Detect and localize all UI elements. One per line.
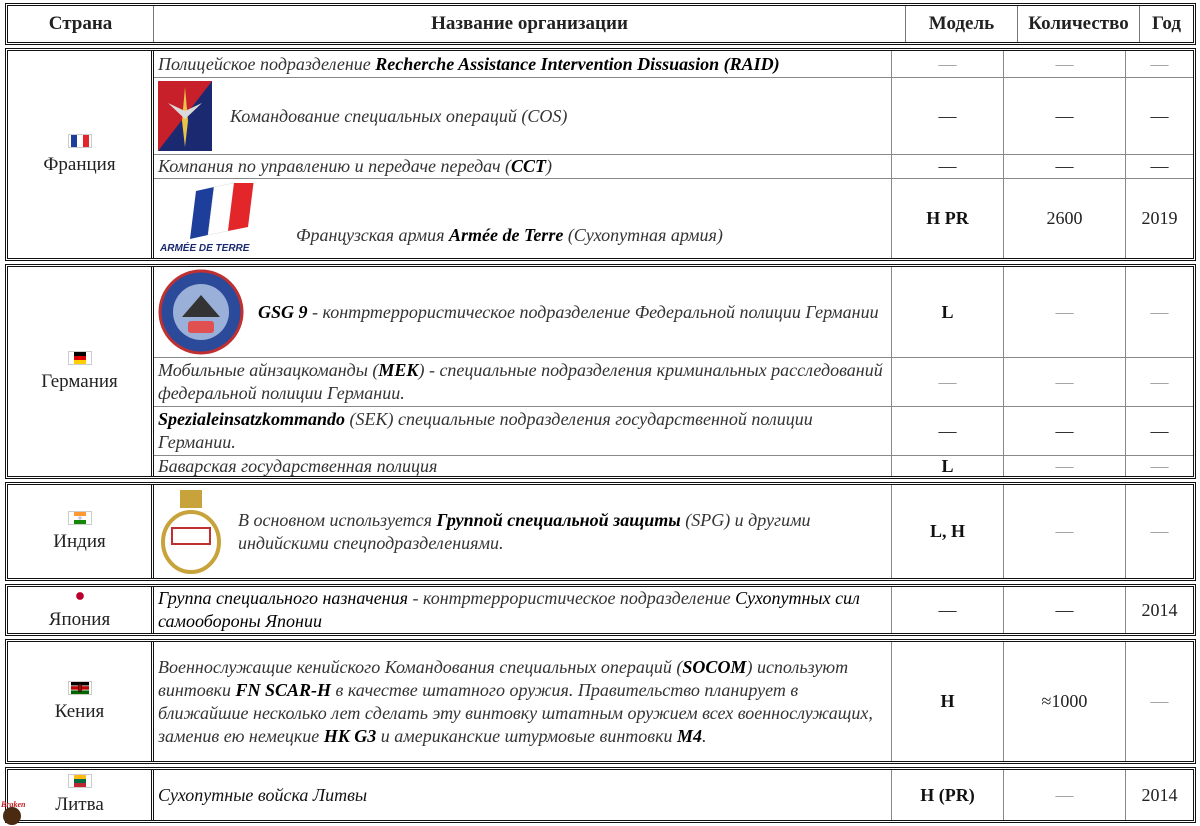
year-value: 2014 [1141,599,1178,620]
lithuania-flag-icon [68,774,92,788]
model-value: — [938,599,957,620]
group-india [5,482,1196,581]
table-row [154,51,1193,78]
kenya-flag-icon [68,681,92,695]
spg-emblem-icon [158,488,224,576]
group-germany [5,264,1196,479]
country-name: Индия [53,530,106,552]
germany-flag-icon [68,351,92,365]
org-cell [154,358,892,406]
table-row [154,642,1193,761]
model-value: L [941,301,954,322]
qty-value: — [1055,784,1074,805]
year-value: — [1150,420,1169,441]
qty-value: — [1055,371,1074,392]
model-value: — [938,105,957,126]
org-text-4: и американские штурмовые винтовки [376,725,678,746]
year-value: — [1150,53,1169,74]
year-value: — [1150,455,1169,476]
org-text: Компания по управлению и передаче передач ( [158,156,512,176]
model-value: — [938,53,957,74]
france-flag-icon [68,134,92,148]
country-name: Литва [55,794,104,815]
org-text-post: (SPG) и другими индийскими спецподразделениями. [238,509,811,553]
india-flag-icon [68,511,92,525]
org-text-3: в качестве штатного оружия. Правительство планирует в ближайшие несколько лет сделать эту винтовку штатным оружием всех военнослужащих, заменив ею немецкие [158,679,873,746]
org-text: - контртеррористическое подразделение Федеральной полиции Германии [307,301,879,322]
org-cell [154,267,892,357]
year-value: — [1150,521,1169,541]
org-text: Мобильные айнзацкоманды ( [158,360,379,380]
year-value: — [1150,371,1169,392]
country-name: Франция [43,153,116,175]
qty-value: — [1055,301,1074,322]
org-text-2: ) используют винтовки [158,656,849,700]
country-france [8,51,154,258]
table-row [154,358,1193,407]
org-cell [154,770,892,820]
table-row [154,587,1193,633]
org-name: GSG 9 [258,301,308,322]
table-row [154,155,1193,179]
org-text-5: . [702,725,707,746]
org-name: CCT [511,156,547,176]
group-japan [5,584,1196,636]
org-text: Командование специальных операций ( [230,105,528,126]
gsg9-emblem-icon [158,269,244,355]
org-cell [154,407,892,455]
weapon-name-2: HK G3 [323,725,377,746]
model-value: L [941,455,954,476]
year-value: 2019 [1141,208,1178,228]
org-text: Сухопутные войска Литвы [158,784,368,805]
org-text-post: ) [546,156,553,176]
org-cell [154,51,892,77]
org-text: Баварская государственная полиция [158,455,438,476]
qty-value: — [1055,521,1074,541]
svg-text:Braken: Braken [1,800,26,809]
table-header [5,3,1196,45]
svg-text:ARMÉE DE TERRE: ARMÉE DE TERRE [160,242,250,254]
country-kenya [8,642,154,761]
org-cell [154,485,892,578]
weapon-name: FN SCAR-H [235,679,332,700]
header-model: Модель [906,6,1018,42]
org-name: Spezialeinsatzkommando [158,409,346,429]
org-name: Armée de Terre [449,225,564,245]
table-row [154,407,1193,456]
org-text: В основном используется [238,509,437,530]
qty-value: — [1055,156,1074,176]
table-row [154,267,1193,358]
table-row [154,78,1193,155]
org-text: Военнослужащие кенийского Командования специальных операций ( [158,656,683,677]
group-france [5,48,1196,261]
qty-value: 2600 [1046,208,1083,228]
org-name-secondary: Сухопутных сил самообороны Японии [158,588,860,631]
org-cell [154,78,892,154]
header-org: Название организации [154,6,906,42]
org-text-post: (Сухопутная армия) [563,225,723,245]
armee-de-terre-logo-icon [158,183,268,255]
group-kenya [5,639,1196,764]
qty-value: ≈1000 [1041,691,1088,711]
header-country: Страна [8,6,154,42]
org-text: - контртеррористическое подразделение [407,588,736,608]
org-name: SOCOM [682,656,747,677]
qty-value: — [1055,455,1074,476]
org-name: Группой специальной защиты [436,509,681,530]
org-text-post: ) - специальные подразделения криминальных расследований федеральной полиции Германии. [158,360,883,403]
org-text: (SEK) специальные подразделения государственной полиции Германии. [158,409,813,452]
year-value: — [1150,105,1169,126]
group-lithuania [5,767,1196,823]
year-value: — [1150,691,1169,711]
qty-value: — [1055,420,1074,441]
country-name: Япония [48,609,111,630]
country-name: Германия [41,370,118,392]
org-text-post: ) [561,105,568,126]
year-value: 2014 [1141,784,1178,805]
model-value: L, H [929,521,965,541]
year-value: — [1150,301,1169,322]
qty-value: — [1055,599,1074,620]
model-value: H (PR) [920,784,975,805]
org-text: Полицейское подразделение [158,53,376,74]
table-row [154,456,1193,476]
model-value: H PR [926,208,969,228]
org-cell [154,456,892,476]
year-value: — [1150,156,1169,176]
header-year: Год [1152,13,1181,34]
qty-value: — [1055,53,1074,74]
cos-emblem-icon [158,81,212,151]
model-value: — [938,420,957,441]
weapon-name-3: M4 [677,725,703,746]
model-value: — [938,156,957,176]
org-cell [154,179,892,258]
org-cell [154,642,892,761]
model-value: H [940,691,955,711]
org-name: COS [527,105,562,126]
org-name: Группа специального назначения [158,588,408,608]
country-germany [8,267,154,476]
japan-flag-icon [68,589,92,603]
org-name: Recherche Assistance Intervention Dissuasion (RAID) [375,53,780,74]
org-cell [154,587,892,633]
watermark-logo-icon [0,798,34,826]
country-name: Кения [54,700,105,722]
header-qty: Количество [1018,6,1140,42]
table-row [154,179,1193,258]
table-row [154,770,1193,820]
table-row [154,485,1193,578]
org-cell [154,155,892,178]
qty-value: — [1055,105,1074,126]
model-value: — [938,371,957,392]
country-india [8,485,154,578]
country-japan [8,587,154,633]
org-text: Французская армия [296,225,449,245]
org-name: MEK [378,360,419,380]
